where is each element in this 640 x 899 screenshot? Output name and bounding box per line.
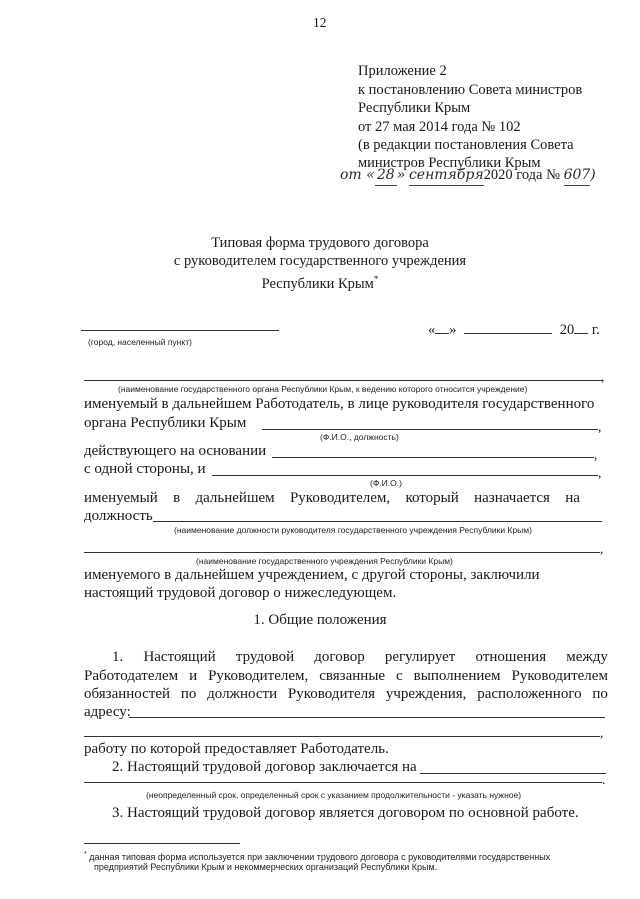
footnote-line1 (84, 850, 550, 862)
title-line: с руководителем государственного учреждения (173, 253, 467, 269)
word: 1. (112, 649, 124, 665)
comma: , (598, 465, 602, 480)
address-line (129, 717, 605, 718)
employer-text: именуемый в дальнейшем Работодатель, в лице руководителя государственного (84, 396, 595, 412)
word: Руководителем, (208, 668, 309, 684)
year-text: 2020 года № (483, 167, 560, 183)
footnote-line2: предприятий Республики Крым и некоммерческих организаций Республики Крым. (94, 862, 438, 872)
word: именуемый (84, 490, 158, 506)
position-word: должность (84, 508, 153, 524)
paragraph1-line3 (84, 685, 608, 704)
employer-line2: органа Республики Крым (84, 415, 247, 431)
institution-caption: (наименование государственного учреждения Республики Крым) (196, 556, 453, 566)
institution-text-line1: именуемого в дальнейшем учреждением, с другой стороны, заключили (84, 567, 540, 583)
word: и (189, 668, 198, 684)
place-line (81, 330, 279, 331)
footnote-text: данная типовая форма используется при заключении трудового договора с руководителями государственных (89, 852, 551, 862)
word: в (173, 490, 181, 506)
word: с (396, 668, 403, 684)
word: должности (207, 686, 278, 702)
head-fio-line (212, 475, 598, 476)
appendix-line: к постановлению Совета министров (358, 82, 583, 98)
word: по (180, 686, 197, 702)
word: Руководителем, (289, 490, 391, 506)
place-caption: (город, населенный пункт) (88, 337, 192, 347)
quote-open: « (428, 322, 436, 338)
organ-caption: (наименование государственного органа Республики Крым, к ведению которого относится учреждение) (118, 384, 528, 394)
paragraph1-line2 (84, 667, 608, 686)
employer-fio-line (262, 429, 598, 430)
address-line-2 (84, 736, 600, 737)
organ-line (84, 380, 602, 381)
date-fields (428, 320, 600, 340)
month-blank (464, 320, 552, 334)
year-prefix: 20 (559, 322, 575, 338)
institution-text-line2: настоящий трудовой договор о нижеследующем. (84, 585, 397, 601)
handwritten-month: сентября (409, 166, 484, 186)
appendix-line: Приложение 2 (358, 63, 447, 79)
one-side-text: с одной стороны, и (84, 461, 206, 477)
word: дальнейшем (195, 490, 275, 506)
word: регулирует (384, 649, 456, 665)
word: который (405, 490, 459, 506)
word: Руководителем (511, 668, 608, 684)
word: назначается (474, 490, 550, 506)
paragraph2: 2. Настоящий трудовой договор заключается на (112, 759, 417, 775)
quote-close: » (449, 322, 457, 338)
word: учреждения, (385, 686, 467, 702)
word: Работодателем (84, 668, 179, 684)
title-line-with-mark (0, 270, 640, 294)
fio-position-caption: (Ф.И.О., должность) (320, 432, 399, 442)
comma: , (600, 725, 604, 740)
institution-line (84, 552, 600, 553)
section-heading: 1. Общие положения (253, 612, 387, 628)
handwritten-number: 607 (564, 166, 591, 186)
period: . (602, 772, 606, 787)
day-blank (435, 320, 449, 334)
comma: , (601, 369, 605, 384)
title-line: Типовая форма трудового договора (211, 235, 429, 251)
word: Руководителя (287, 686, 376, 702)
paragraph1-end: работу по которой предоставляет Работодатель. (84, 741, 389, 757)
appendix-line: от 27 мая 2014 года № 102 (358, 119, 521, 135)
comma: , (600, 541, 604, 556)
comma: , (598, 419, 602, 434)
employer-line1 (84, 395, 610, 414)
position-line (153, 521, 602, 522)
page-number: 12 (313, 15, 327, 30)
handwritten-prefix: от « (340, 167, 375, 183)
footnote-mark: * (84, 851, 87, 858)
word: трудовой (235, 649, 295, 665)
handwritten-quote: » (396, 167, 406, 183)
acting-on-text: действующего на основании (84, 443, 267, 459)
year-blank (574, 320, 588, 334)
word: обязанностей (84, 686, 171, 702)
word: между (566, 649, 608, 665)
appendix-line: (в редакции постановления Совета (358, 137, 574, 153)
head-appointment-line (84, 489, 580, 508)
word: отношения (475, 649, 547, 665)
fio-caption: (Ф.И.О.) (370, 478, 402, 488)
word: связанные (319, 668, 386, 684)
appendix-line: министров Республики Крым (358, 155, 541, 171)
appendix-line: Республики Крым (358, 100, 471, 116)
close-paren: ) (590, 167, 596, 183)
word: расположенного (477, 686, 582, 702)
word: на (565, 490, 580, 506)
word: договор (314, 649, 365, 665)
word: выполнением (413, 668, 501, 684)
term-line-2 (84, 782, 602, 783)
appendix-date-line (340, 166, 596, 186)
footnote-mark: * (373, 274, 379, 284)
comma: , (594, 447, 598, 462)
word: Настоящий (143, 649, 216, 665)
title-line: Республики Крым (261, 275, 374, 292)
footnote-separator (84, 843, 240, 844)
basis-line (272, 457, 594, 458)
word: по (592, 686, 608, 702)
year-suffix: г. (591, 322, 600, 338)
term-caption: (неопределенный срок, определенный срок с указанием продолжительности - указать нужное) (146, 790, 522, 800)
address-label: адресу: (84, 704, 131, 720)
position-caption: (наименование должности руководителя государственного учреждения Республики Крым) (174, 525, 532, 535)
term-line (420, 773, 606, 774)
handwritten-day: 28 (375, 166, 397, 186)
paragraph1-line1 (112, 648, 608, 667)
paragraph3: 3. Настоящий трудовой договор является договором по основной работе. (112, 805, 579, 821)
